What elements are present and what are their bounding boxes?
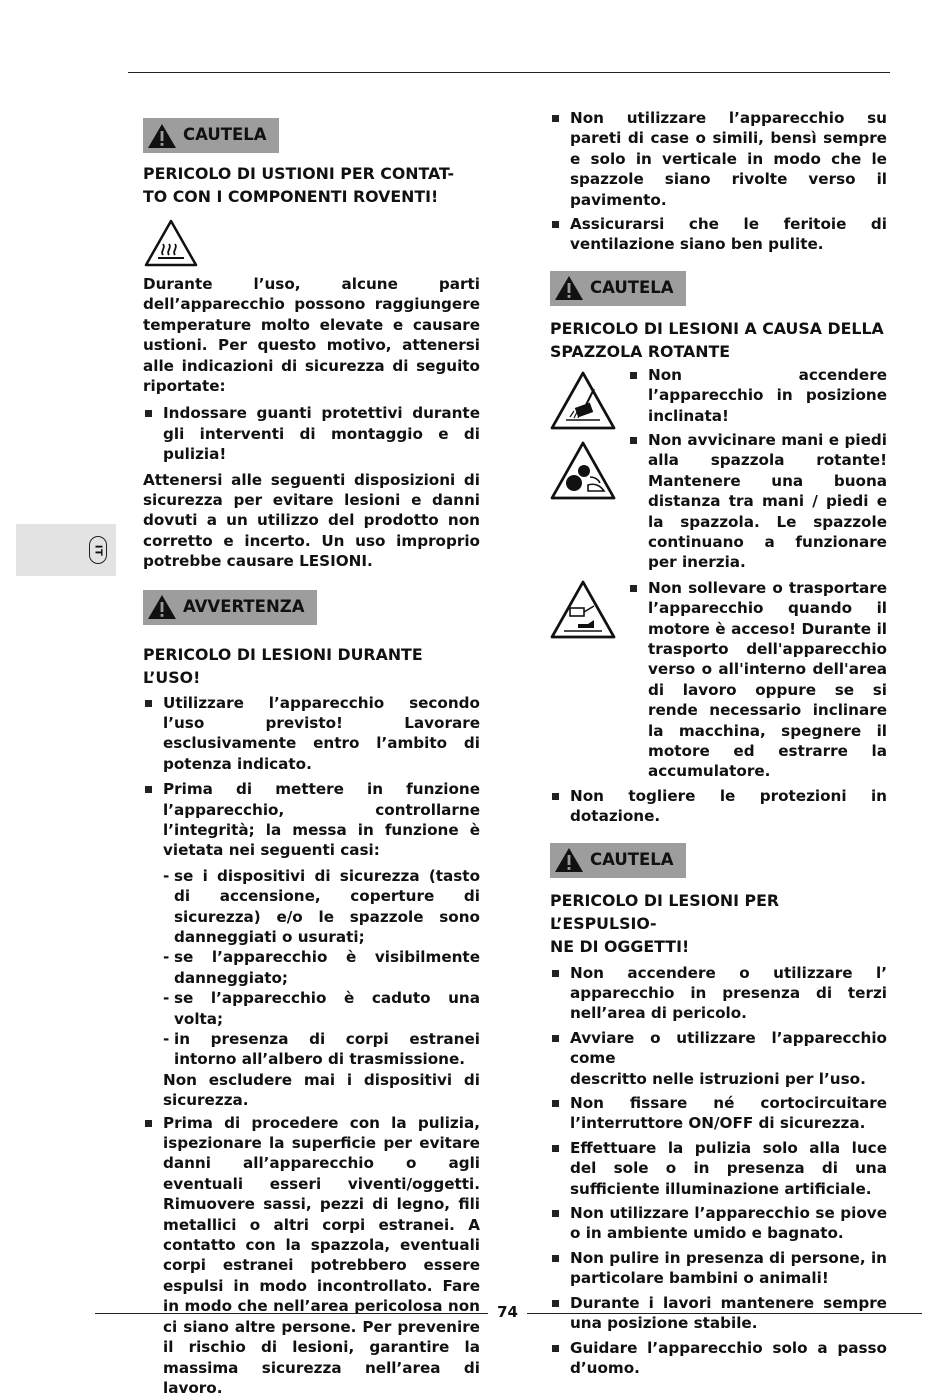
language-badge xyxy=(89,536,107,564)
start-as-described-bullet xyxy=(550,1028,887,1089)
cautela-banner-1 xyxy=(143,118,279,153)
walking-pace-bullet: Guidare l’apparecchio solo a passo d’uomo. xyxy=(550,1338,887,1379)
warning-triangle-icon xyxy=(554,275,584,301)
rotating-brush-hazard-icon xyxy=(550,441,616,501)
tilted-machine-hazard-icon xyxy=(550,371,616,431)
top-rule xyxy=(128,72,890,73)
children-animals-bullet: Non pulire in presenza di persone, in particolare bambini o animali! xyxy=(550,1248,887,1289)
dash-item-1: - se i dispositivi di sicurezza (tasto di accensione, coperture di sicurezza) e/o le spazzole sono danneggiati o usurati; xyxy=(163,866,480,948)
ejection-hazard-heading-line-1: PERICOLO DI LESIONI PER L’ESPULSIO- xyxy=(550,890,780,933)
warning-triangle-icon xyxy=(554,847,584,873)
vertical-use-bullet: Non utilizzare l’apparecchio su pareti di case o simili, bensì sempre e solo in verticale in modo che le spazzole siano rivolte verso il pavimento. xyxy=(550,108,887,210)
use-hazard-heading: PERICOLO DI LESIONI DURANTE L’USO! xyxy=(143,644,423,687)
cautela-label-2: CAUTELA xyxy=(590,278,674,298)
surface-inspection-bullet: Prima di procedere con la pulizia, ispezionare la superficie per evitare danni all’apparecchio o agli eventuali esseri viventi/oggetti. Rimuovere sassi, pezzi di legno, fili metallici o altri corpi estranei. A contatto con la spazzola, eventuali corpi estranei potrebbero essere espulsi in modo incontrollato. Fare in modo che nell’area pericolosa non ci siano altre persone. Per prevenire il rischio di lesioni, garantire la massima sicurezza nell’area di lavoro. xyxy=(143,1113,480,1398)
inclined-start-bullet: Non accendere l’apparecchio in posizione inclinata! xyxy=(628,365,887,426)
warning-triangle-icon xyxy=(147,594,177,620)
dash-item-2: - se l’apparecchio è visibilmente danneggiato; xyxy=(163,947,480,988)
start-as-described-continuation: descritto nelle istruzioni per l’uso. xyxy=(570,1069,866,1088)
brush-hazard-heading-line-1: PERICOLO DI LESIONI A CAUSA DELLA xyxy=(550,318,884,338)
language-code: IT xyxy=(92,544,104,556)
vents-bullet: Assicurarsi che le feritoie di ventilazione siano ben pulite. xyxy=(550,214,887,255)
safety-rules-paragraph: Attenersi alle seguenti disposizioni di sicurezza per evitare lesioni e danni dovuti a un utilizzo del prodotto non corretto e incerto. Un uso improprio potrebbe causare LESIONI. xyxy=(143,470,480,571)
brush-hazard-heading-line-2: SPAZZOLA ROTANTE xyxy=(550,341,731,361)
avvertenza-banner xyxy=(143,590,317,625)
lifting-hazard-icon xyxy=(550,580,616,640)
hot-surface-icon xyxy=(143,218,199,268)
cautela-label-3: CAUTELA xyxy=(590,849,674,869)
warning-triangle-icon xyxy=(147,123,177,149)
cautela-banner-3 xyxy=(550,843,686,878)
inspection-bullet-text: Prima di mettere in funzione l’apparecchio, controllarne l’integrità; la messa in funzione è vietata nei seguenti casi: xyxy=(163,780,480,860)
right-column xyxy=(550,108,887,1378)
hands-feet-bullet: Non avvicinare mani e piedi alla spazzola rotante! Mantenere una buona distanza tra mani / piedi e la spazzola. Le spazzole continuano a funzionare per inerzia. xyxy=(628,430,887,573)
start-as-described-text: Avviare o utilizzare l’apparecchio come xyxy=(570,1028,887,1068)
ejection-hazard-heading-line-2: NE DI OGGETTI! xyxy=(550,936,690,956)
intended-use-bullet: Utilizzare l’apparecchio secondo l’uso previsto! Lavorare esclusivamente entro l’ambito di potenza indicato. xyxy=(143,693,480,775)
page-number: 74 xyxy=(497,1303,518,1321)
burn-hazard-heading-line-2: TO CON I COMPONENTI ROVENTI! xyxy=(143,186,439,206)
safety-devices-note: Non escludere mai i dispositivi di sicurezza. xyxy=(163,1070,480,1110)
inspection-bullet xyxy=(143,779,480,1111)
gloves-bullet: Indossare guanti protettivi durante gli interventi di montaggio e di pulizia! xyxy=(143,403,480,464)
stable-position-bullet: Durante i lavori mantenere sempre una posizione stabile. xyxy=(550,1293,887,1334)
motor-on-transport-bullet: Non sollevare o trasportare l’apparecchio quando il motore è acceso! Durante il trasporto dell'apparecchio verso o all'interno dell'area di lavoro oppure se si rende necessario inclinare la macchina, spegnere il motore ed estrarre la accumulatore. xyxy=(628,578,887,782)
rain-bullet: Non utilizzare l’apparecchio se piove o in ambiente umido e bagnato. xyxy=(550,1203,887,1244)
third-parties-bullet: Non accendere o utilizzare l’ apparecchio in presenza di terzi nell’area di pericolo. xyxy=(550,963,887,1024)
cautela-banner-2 xyxy=(550,271,686,306)
lighting-bullet: Effettuare la pulizia solo alla luce del sole o in presenza di una sufficiente illuminazione artificiale. xyxy=(550,1138,887,1199)
footer-rule-right xyxy=(527,1313,922,1314)
burn-hazard-heading-line-1: PERICOLO DI USTIONI PER CONTAT- xyxy=(143,163,455,183)
switch-bullet: Non fissare né cortocircuitare l’interruttore ON/OFF di sicurezza. xyxy=(550,1093,887,1134)
avvertenza-label: AVVERTENZA xyxy=(183,596,305,616)
left-column xyxy=(143,118,480,1398)
dash-item-4: - in presenza di corpi estranei intorno all’albero di trasmissione. xyxy=(163,1029,480,1070)
burn-hazard-paragraph: Durante l’uso, alcune parti dell’apparecchio possono raggiungere temperature molto elevate e causare ustioni. Per questo motivo, attenersi alle indicazioni di sicurezza di seguito riportate: xyxy=(143,274,480,395)
cautela-label-1: CAUTELA xyxy=(183,125,267,145)
protections-bullet: Non togliere le protezioni in dotazione. xyxy=(550,786,887,827)
footer-rule-left xyxy=(95,1313,488,1314)
dash-item-3: - se l’apparecchio è caduto una volta; xyxy=(163,988,480,1029)
